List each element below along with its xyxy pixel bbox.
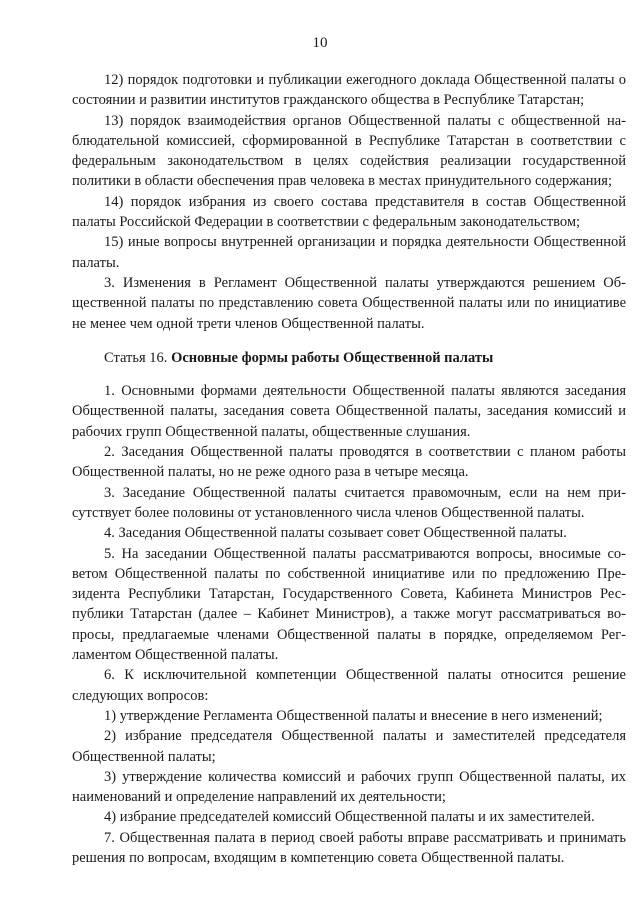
clause-paragraph: 3. Изменения в Регламент Общественной палаты утверждаются решением Общественной палаты по представлению совета Общественной палаты или по инициативе не менее чем одной трети членов Общественной палаты. (72, 274, 626, 332)
list-item: 2) избрание председателя Общественной палаты и заместителей председателя Общественной палаты; (72, 728, 626, 765)
article-paragraph: 5. На заседании Общественной палаты рассматриваются вопросы, вносимые советом Общественной палаты по собственной инициативе или по предложению Президента Республики Татарстан, Государственного Совета, Кабинета Министров Республики Татарстан (далее – Кабинет Министров), а также могут рассматриваться вопросы, предлагаемые членами Общественной палаты в порядке, определяемом Регламентом Общественной палаты. (72, 545, 626, 664)
list-item: 4) избрание председателей комиссий Общественной палаты и их заместителей. (104, 809, 595, 826)
list-item: 1) утверждение Регламента Общественной палаты и внесение в него изменений; (104, 707, 603, 724)
list-item: 13) порядок взаимодействия органов Общественной палаты с общественной наблюдательной комиссией, сформированной в Республике Татарстан в соответствии с федеральным законодательством в целях содействия реализации государственной политики в области обеспечения прав человека в местах принудительного содержания; (72, 112, 626, 190)
article-paragraph: 2. Заседания Общественной палаты проводятся в соответствии с планом работы Общественной палаты, но не реже одного раза в четыре месяца. (72, 444, 626, 481)
document-body (72, 70, 626, 868)
list-item: 3) утверждение количества комиссий и рабочих групп Общественной палаты, их наименований и определение направлений их деятельности; (72, 768, 626, 806)
article-heading (72, 348, 626, 368)
article-prefix: Статья 16. (104, 349, 168, 366)
list-item: 14) порядок избрания из своего состава представителя в состав Общественной палаты Российской Федерации в соответствии с федеральным законодательством; (72, 193, 626, 231)
article-paragraph: 6. К исключительной компетенции Общественной палаты относится решение следующих вопросов: (72, 667, 626, 704)
page-number: 10 (312, 35, 328, 51)
article-paragraph: 7. Общественная палата в период своей работы вправе рассматривать и принимать решения по вопросам, входящим в компетенцию совета Общественной палаты. (72, 829, 626, 866)
article-title: Основные формы работы Общественной палаты (171, 349, 494, 366)
list-item: 12) порядок подготовки и публикации ежегодного доклада Общественной палаты о состоянии и развитии институтов гражданского общества в Республике Татарстан; (72, 72, 626, 109)
list-item: 15) иные вопросы внутренней организации и порядка деятельности Общественной палаты. (72, 234, 626, 271)
article-paragraph: 3. Заседание Общественной палаты считается правомочным, если на нем присутствует более половины от установленного числа членов Общественной палаты. (72, 484, 626, 521)
article-paragraph: 1. Основными формами деятельности Общественной палаты являются заседания Общественной палаты, заседания совета Общественной палаты, заседания комиссий и рабочих групп Общественной палаты, общественные слушания. (72, 383, 626, 440)
article-paragraph: 4. Заседания Общественной палаты созывает совет Общественной палаты. (104, 525, 567, 542)
